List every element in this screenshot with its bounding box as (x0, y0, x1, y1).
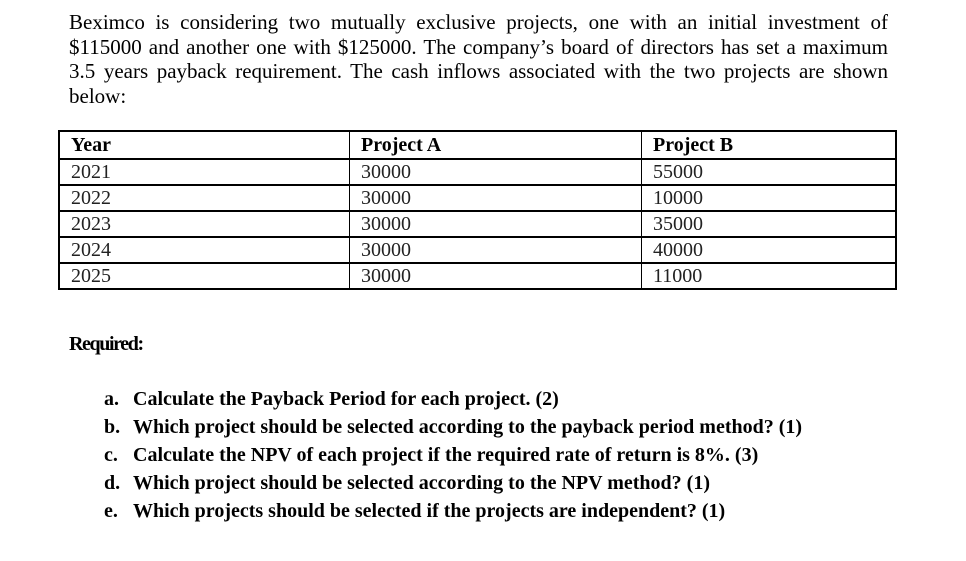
problem-statement: Beximco is considering two mutually exclusive projects, one with an initial investment of $115000 and another one with $125000. The company’s board of directors has set a maximum 3.5 years payback requirement. The cash inflows associated with the two projects are shown below: (69, 10, 888, 108)
cell-project-a: 30000 (350, 211, 642, 237)
cell-project-a: 30000 (350, 263, 642, 289)
question-text: Calculate the Payback Period for each project. (2) (133, 388, 559, 410)
question-letter: c. (104, 444, 118, 466)
question-text: Which project should be selected according to the payback period method? (1) (133, 416, 803, 438)
question-text: Which project should be selected according to the NPV method? (1) (133, 472, 710, 494)
cell-year: 2022 (59, 185, 350, 211)
question-text: Calculate the NPV of each project if the required rate of return is 8%. (3) (133, 444, 759, 466)
cell-year: 2024 (59, 237, 350, 263)
question-letter: a. (104, 388, 119, 410)
cell-project-a: 30000 (350, 185, 642, 211)
cell-project-a: 30000 (350, 159, 642, 185)
cell-year: 2023 (59, 211, 350, 237)
question-letter: b. (104, 416, 121, 438)
cell-project-b: 35000 (642, 211, 897, 237)
cell-project-b: 10000 (642, 185, 897, 211)
required-heading: Required: (69, 333, 143, 355)
table-row (59, 263, 896, 289)
table-row (59, 185, 896, 211)
table-header-row (59, 131, 896, 159)
cell-project-a: 30000 (350, 237, 642, 263)
cell-year: 2021 (59, 159, 350, 185)
table-row (59, 159, 896, 185)
question-item (104, 385, 802, 413)
cell-project-b: 11000 (642, 263, 897, 289)
cell-year: 2025 (59, 263, 350, 289)
question-list (104, 385, 802, 525)
question-item (104, 413, 802, 441)
header-year: Year (59, 131, 350, 159)
question-text: Which projects should be selected if the projects are independent? (1) (133, 500, 726, 522)
header-project-b: Project B (642, 131, 897, 159)
question-letter: d. (104, 472, 121, 494)
question-item (104, 497, 802, 525)
question-item (104, 469, 802, 497)
header-project-a: Project A (350, 131, 642, 159)
cell-project-b: 40000 (642, 237, 897, 263)
cell-project-b: 55000 (642, 159, 897, 185)
table-row (59, 237, 896, 263)
table-row (59, 211, 896, 237)
cash-inflows-table (58, 130, 897, 290)
question-item (104, 441, 802, 469)
question-letter: e. (104, 500, 118, 522)
